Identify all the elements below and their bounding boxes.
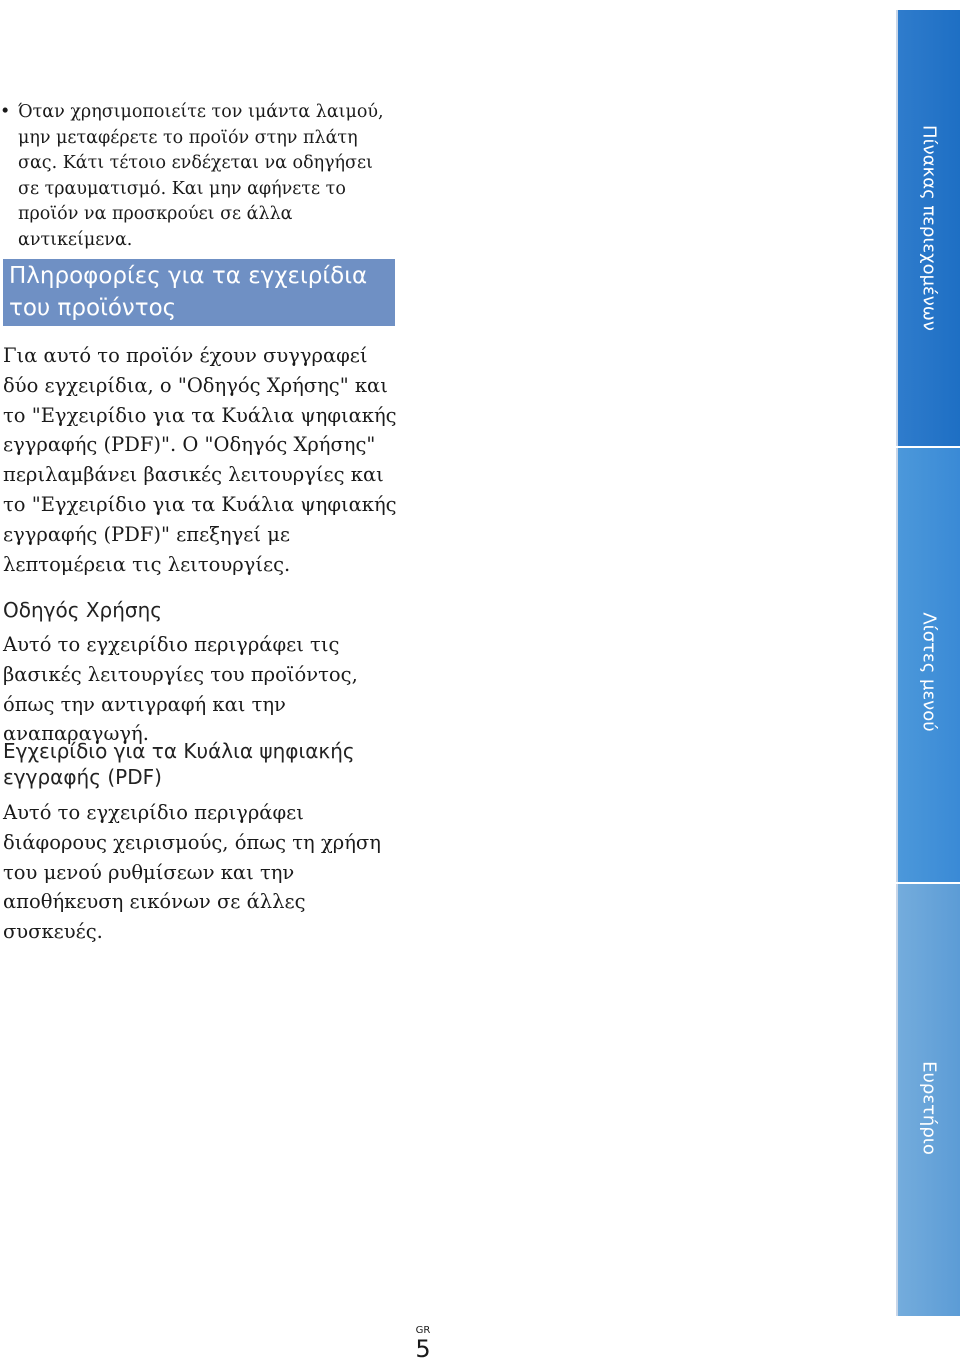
tab-table-of-contents-label: Πίνακας περιεχομένων [918,125,940,331]
guide-title-pdf-manual: Εγχειρίδιο για τα Κυάλια ψηφιακής εγγραφής (PDF) [3,739,355,789]
guide-title-user-guide: Οδηγός Χρήσης [3,598,162,622]
page-number-value: 5 [415,1335,431,1363]
bullet-symbol: • [0,102,11,122]
tab-menu-lists-label: Λίστες μενού [918,612,940,732]
page-number [410,1326,436,1362]
side-navigation [896,10,960,1316]
tab-index-label: Ευρετήριο [918,1061,940,1155]
intro-paragraph: Για αυτό το προϊόν έχουν συγγραφεί δύο εγχειρίδια, ο "Οδηγός Χρήσης" και το "Εγχειρίδιο για τα Κυάλια ψηφιακής εγγραφής (PDF)". Ο "Οδηγός Χρήσης" περιλαμβάνει βασικές λειτουργίες και το "Εγχειρίδιο για τα Κυάλια ψηφιακής εγγραφής (PDF)" επεξηγεί με λεπτομέρεια τις λειτουργίες. [3,344,397,576]
tab-menu-lists[interactable] [896,448,960,882]
section-heading: Πληροφορίες για τα εγχειρίδια του προϊόντος [3,259,395,326]
bullet-text: Όταν χρησιμοποιείτε τον ιμάντα λαιμού, μην μεταφέρετε το προϊόν στην πλάτη σας. Κάτι τέτοιο ενδέχεται να οδηγήσει σε τραυματισμό. Και μην αφήνετε το προϊόν να προσκρούει σε άλλα αντικείμενα. [18,102,384,250]
tab-index[interactable] [896,884,960,1316]
page-region-code: GR [415,1325,431,1336]
guide-description-pdf-manual: Αυτό το εγχειρίδιο περιγράφει διάφορους χειρισμούς, όπως τη χρήση του μενού ρυθμίσεων και την αποθήκευση εικόνων σε άλλες συσκευές. [3,801,381,944]
tab-table-of-contents[interactable] [896,10,960,446]
guide-description-user-guide: Αυτό το εγχειρίδιο περιγράφει τις βασικές λειτουργίες του προϊόντος, όπως την αντιγραφή και την αναπαραγωγή. [3,633,358,746]
